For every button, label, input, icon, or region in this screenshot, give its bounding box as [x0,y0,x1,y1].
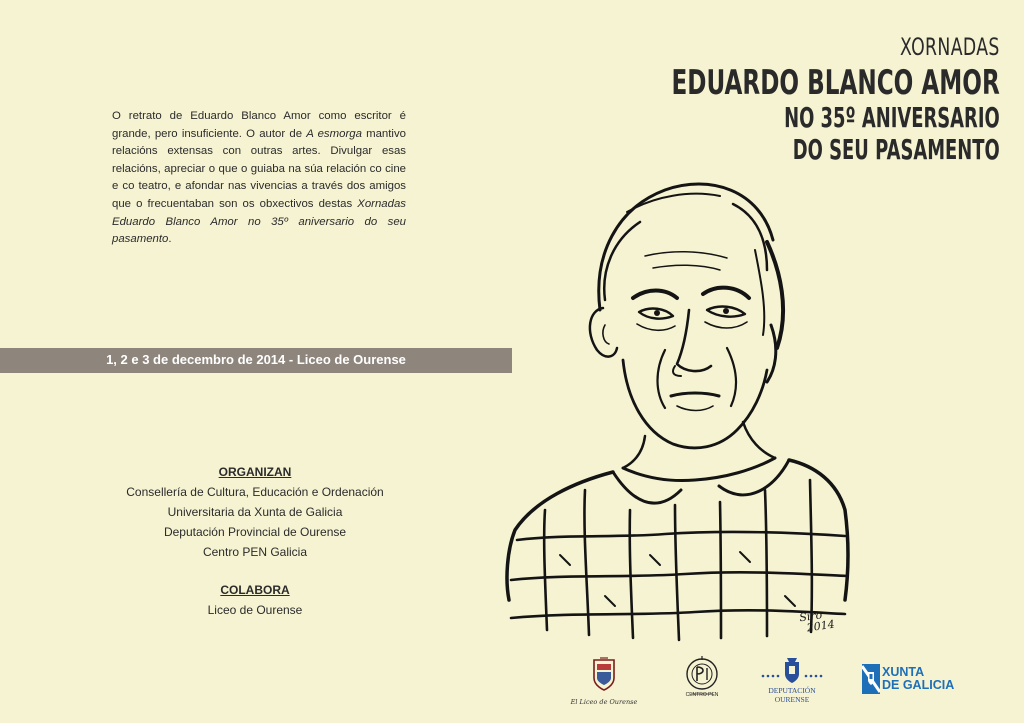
title-line-4: DO SEU PASAMENTO [793,133,1000,166]
organizan-heading: ORGANIZAN [218,465,292,479]
colabora-heading: COLABORA [220,583,290,597]
signature-name: Siro [798,608,824,625]
deputacion-line-1: DEPUTACIÓN [768,686,816,695]
xunta-line-1: XUNTA [882,665,925,679]
title-block [517,32,1000,166]
spacer [90,562,420,580]
collaborator-line: Liceo de Ourense [207,603,303,617]
organizer-line: Consellería de Cultura, Educación e Ordenación [126,485,384,499]
intro-text-3: . [168,233,172,246]
portrait-illustration [505,160,850,645]
signature-year: 2014 [805,617,836,635]
liceo-logo [568,656,640,706]
organizer-line: Centro PEN Galicia [202,545,308,559]
xunta-logo [862,664,962,698]
pen-emblem-icon [683,654,721,710]
date-band [0,348,512,373]
intro-book-title: A esmorga [306,127,362,140]
intro-text-2: mantivo relacións extensas con outras artes. Divulgar esas relacións, apreciar o que o guiaba na súa relación co cine e co teatro, e afondar nas vivencias a través dos amigos que o frecuentaban son os obxectivos destas [112,127,406,210]
organizer-line: Deputación Provincial de Ourense [163,525,347,539]
title-line-3: NO 35º ANIVERSARIO [784,101,1000,134]
pen-logo [683,654,721,710]
xunta-logo-text [882,666,954,692]
pen-logo-text: CENTRO PEN [685,692,719,698]
deputacion-logo-text [757,686,827,704]
deputacion-line-2: OURENSE [774,695,810,704]
title-line-2: EDUARDO BLANCO AMOR [671,63,1000,103]
liceo-crest-icon [568,656,640,696]
deputacion-shield-icon [757,656,827,684]
xunta-line-2: DE GALICIA [882,678,955,692]
intro-paragraph [112,108,406,249]
intro-text-1: O retrato de Eduardo Blanco Amor como escritor é grande, pero insuficiente. O autor de [112,110,406,140]
xunta-flag-icon [862,664,880,694]
liceo-logo-text: El Liceo de Ourense [570,698,638,706]
deputacion-logo [757,656,827,708]
credits-block [90,462,420,620]
title-line-1: XORNADAS [900,33,1000,61]
date-band-text: 1, 2 e 3 de decembro de 2014 - Liceo de Ourense [106,352,406,367]
artist-signature [799,608,836,635]
organizer-line: Universitaria da Xunta de Galicia [167,505,343,519]
intro-event-title: Xornadas Eduardo Blanco Amor no 35º aniversario do seu pasamento [112,197,406,246]
